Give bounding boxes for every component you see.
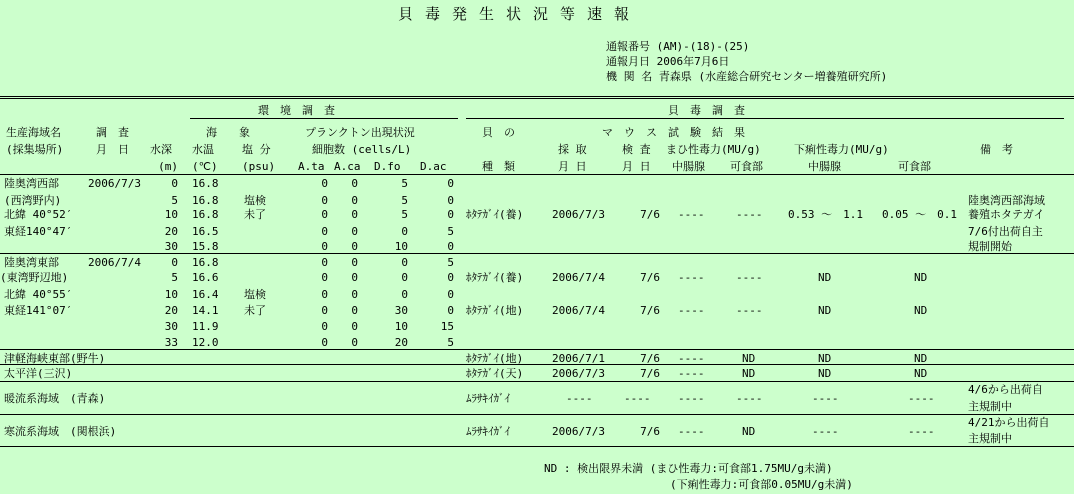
psp-edible: ND bbox=[742, 352, 756, 365]
shell-type: ﾑﾗｻｷｲｶﾞｲ bbox=[466, 425, 510, 438]
area-header: 生産海域名 bbox=[6, 126, 61, 139]
area-line: 北緯 40°52′ bbox=[4, 208, 73, 221]
dac-cell: 0 bbox=[447, 271, 454, 284]
ata-cell: 0 bbox=[321, 240, 328, 253]
survey-date: 2006/7/4 bbox=[88, 256, 141, 269]
test-date-header: 月 日 bbox=[622, 160, 651, 173]
depth-cell: 0 bbox=[171, 177, 178, 190]
area-name: 寒流系海域 (関根浜) bbox=[4, 425, 117, 438]
env-header: 環 境 調 査 bbox=[258, 104, 335, 117]
report-title: 貝毒発生状況等速報 bbox=[398, 5, 642, 23]
report-number: 通報番号 (AM)-(18)-(25) bbox=[606, 40, 750, 53]
dac-cell: 5 bbox=[447, 256, 454, 269]
dsp-edible: ---- bbox=[908, 425, 935, 438]
aca-cell: 0 bbox=[351, 271, 358, 284]
dfo-cell: 5 bbox=[401, 208, 408, 221]
ata-cell: 0 bbox=[321, 320, 328, 333]
block-rule bbox=[0, 253, 1074, 254]
toxin-rule bbox=[466, 118, 1064, 119]
ata-cell: 0 bbox=[321, 288, 328, 301]
psp-edible: ---- bbox=[736, 304, 763, 317]
dsp-edible: ---- bbox=[908, 392, 935, 405]
dfo-cell: 10 bbox=[394, 240, 408, 253]
area-sub-header: (採集場所) bbox=[6, 143, 64, 156]
remarks-line: 主規制中 bbox=[968, 400, 1012, 413]
species-dfo: D.fo bbox=[374, 160, 401, 173]
psp-gland: ---- bbox=[678, 208, 705, 221]
test-date: 7/6 bbox=[640, 352, 660, 365]
aca-cell: 0 bbox=[351, 208, 358, 221]
dac-cell: 0 bbox=[447, 240, 454, 253]
sampling-date: 2006/7/3 bbox=[552, 367, 605, 380]
dfo-cell: 0 bbox=[401, 288, 408, 301]
depth-cell: 30 bbox=[164, 320, 178, 333]
depth-cell: 20 bbox=[164, 225, 178, 238]
dfo-cell: 0 bbox=[401, 225, 408, 238]
temp-cell: 16.6 bbox=[192, 271, 219, 284]
psp-gland-header: 中腸腺 bbox=[672, 160, 705, 173]
sampling-date: ---- bbox=[566, 392, 593, 405]
area-line: 陸奥湾東部 bbox=[4, 256, 59, 269]
temp-cell: 16.5 bbox=[192, 225, 219, 238]
row-rule bbox=[0, 414, 1074, 415]
aca-cell: 0 bbox=[351, 304, 358, 317]
dfo-cell: 20 bbox=[394, 336, 408, 349]
shell-header: 貝 の bbox=[482, 126, 515, 139]
depth-cell: 0 bbox=[171, 256, 178, 269]
test-date: 7/6 bbox=[640, 271, 660, 284]
shell-type: ﾎﾀﾃｶﾞｲ(天) bbox=[466, 367, 524, 380]
area-name: 太平洋(三沢) bbox=[4, 367, 73, 380]
ata-cell: 0 bbox=[321, 271, 328, 284]
remarks-line: 4/21から出荷自 bbox=[968, 416, 1050, 429]
depth-cell: 5 bbox=[171, 194, 178, 207]
depth-unit: (m) bbox=[158, 160, 178, 173]
species-aca: A.ca bbox=[334, 160, 361, 173]
psp-edible-header: 可食部 bbox=[730, 160, 763, 173]
shell-type: ﾎﾀﾃｶﾞｲ(養) bbox=[466, 271, 524, 284]
ata-cell: 0 bbox=[321, 194, 328, 207]
dsp-gland-header: 中腸腺 bbox=[808, 160, 841, 173]
aca-cell: 0 bbox=[351, 240, 358, 253]
header-top-rule bbox=[0, 96, 1074, 97]
sampling-date-header: 月 日 bbox=[558, 160, 587, 173]
area-name: 津軽海峡東部(野牛) bbox=[4, 352, 106, 365]
temp-cell: 16.4 bbox=[192, 288, 219, 301]
area-line: 東経140°47′ bbox=[4, 225, 73, 238]
sampling-date: 2006/7/3 bbox=[552, 208, 605, 221]
salinity-note: 塩検 bbox=[244, 194, 266, 207]
remarks-header: 備 考 bbox=[980, 143, 1013, 156]
dsp-gland: ND bbox=[818, 352, 832, 365]
dfo-cell: 0 bbox=[401, 271, 408, 284]
cell-count-header: 細胞数 (cells/L) bbox=[312, 143, 412, 156]
test-date: 7/6 bbox=[640, 304, 660, 317]
sampling-date: 2006/7/3 bbox=[552, 425, 605, 438]
survey-date-header: 月 日 bbox=[96, 143, 129, 156]
area-name: 暖流系海域 (青森) bbox=[4, 392, 106, 405]
dsp-edible: ND bbox=[914, 367, 928, 380]
area-line: (東湾野辺地) bbox=[0, 271, 69, 284]
area-line: 陸奥湾西部 bbox=[4, 177, 59, 190]
temp-cell: 11.9 bbox=[192, 320, 219, 333]
dsp-edible: ND bbox=[914, 304, 928, 317]
temp-cell: 16.8 bbox=[192, 208, 219, 221]
species-ata: A.ta bbox=[298, 160, 325, 173]
dac-cell: 0 bbox=[447, 194, 454, 207]
depth-cell: 10 bbox=[164, 208, 178, 221]
salinity-header: 塩 分 bbox=[242, 143, 271, 156]
report-agency: 機 関 名 青森県 (水産総合研究センター増養殖研究所) bbox=[606, 70, 888, 83]
shell-type: ﾑﾗｻｷｲｶﾞｲ bbox=[466, 392, 510, 405]
dac-cell: 0 bbox=[447, 304, 454, 317]
psp-gland: ---- bbox=[678, 352, 705, 365]
dsp-gland: ND bbox=[818, 367, 832, 380]
psp-edible: ---- bbox=[736, 208, 763, 221]
sea-header: 海 象 bbox=[206, 126, 250, 139]
plankton-header: プランクトン出現状況 bbox=[305, 126, 415, 139]
remarks-line: 4/6から出荷自 bbox=[968, 383, 1043, 396]
psp-gland: ---- bbox=[678, 425, 705, 438]
test-date: 7/6 bbox=[640, 425, 660, 438]
ata-cell: 0 bbox=[321, 336, 328, 349]
dsp-header: 下痢性毒力(MU/g) bbox=[794, 143, 889, 156]
dac-cell: 5 bbox=[447, 336, 454, 349]
aca-cell: 0 bbox=[351, 225, 358, 238]
dfo-cell: 30 bbox=[394, 304, 408, 317]
dsp-edible: ND bbox=[914, 352, 928, 365]
ata-cell: 0 bbox=[321, 225, 328, 238]
test-header: 検 査 bbox=[622, 143, 651, 156]
table-bottom-rule bbox=[0, 446, 1074, 447]
salinity-unit: (psu) bbox=[242, 160, 276, 173]
psp-edible: ND bbox=[742, 425, 756, 438]
block-rule bbox=[0, 349, 1074, 350]
psp-edible: ---- bbox=[736, 392, 763, 405]
aca-cell: 0 bbox=[351, 256, 358, 269]
ata-cell: 0 bbox=[321, 208, 328, 221]
test-date: 7/6 bbox=[640, 367, 660, 380]
remarks-line: 養殖ホタテガイ bbox=[968, 208, 1045, 221]
dfo-cell: 10 bbox=[394, 320, 408, 333]
aca-cell: 0 bbox=[351, 320, 358, 333]
dsp-gland: 0.53 ～ 1.1 bbox=[788, 208, 863, 221]
aca-cell: 0 bbox=[351, 336, 358, 349]
aca-cell: 0 bbox=[351, 288, 358, 301]
depth-cell: 10 bbox=[164, 288, 178, 301]
temp-cell: 16.8 bbox=[192, 256, 219, 269]
dac-cell: 0 bbox=[447, 288, 454, 301]
dac-cell: 15 bbox=[440, 320, 454, 333]
temp-cell: 16.8 bbox=[192, 194, 219, 207]
test-date: ---- bbox=[624, 392, 651, 405]
dsp-gland: ---- bbox=[812, 392, 839, 405]
dfo-cell: 5 bbox=[401, 177, 408, 190]
aca-cell: 0 bbox=[351, 177, 358, 190]
mouse-header: マ ウ ス 試 験 結 果 bbox=[602, 126, 745, 139]
dac-cell: 0 bbox=[447, 177, 454, 190]
remarks-line: 陸奥湾西部海域 bbox=[968, 194, 1045, 207]
shell-type: ﾎﾀﾃｶﾞｲ(地) bbox=[466, 304, 524, 317]
psp-gland: ---- bbox=[678, 271, 705, 284]
depth-cell: 20 bbox=[164, 304, 178, 317]
aca-cell: 0 bbox=[351, 194, 358, 207]
dsp-edible-header: 可食部 bbox=[898, 160, 931, 173]
psp-gland: ---- bbox=[678, 367, 705, 380]
dfo-cell: 5 bbox=[401, 194, 408, 207]
water-temp-header: 水温 bbox=[192, 143, 214, 156]
report-date: 通報月日 2006年7月6日 bbox=[606, 55, 730, 68]
survey-date: 2006/7/3 bbox=[88, 177, 141, 190]
dsp-gland: ND bbox=[818, 271, 832, 284]
sampling-date: 2006/7/4 bbox=[552, 304, 605, 317]
psp-edible: ND bbox=[742, 367, 756, 380]
psp-gland: ---- bbox=[678, 304, 705, 317]
ata-cell: 0 bbox=[321, 256, 328, 269]
depth-cell: 5 bbox=[171, 271, 178, 284]
area-line: 東経141°07′ bbox=[4, 304, 73, 317]
row-rule bbox=[0, 364, 1074, 365]
header-top-rule-2 bbox=[0, 98, 1074, 99]
temp-cell: 16.8 bbox=[192, 177, 219, 190]
dsp-gland: ---- bbox=[812, 425, 839, 438]
temp-unit: (℃) bbox=[192, 160, 218, 173]
ata-cell: 0 bbox=[321, 304, 328, 317]
temp-cell: 14.1 bbox=[192, 304, 219, 317]
temp-cell: 12.0 bbox=[192, 336, 219, 349]
row-rule bbox=[0, 381, 1074, 382]
dsp-edible: ND bbox=[914, 271, 928, 284]
area-line: (西湾野内) bbox=[4, 194, 62, 207]
psp-gland: ---- bbox=[678, 392, 705, 405]
area-line: 北緯 40°55′ bbox=[4, 288, 73, 301]
dsp-gland: ND bbox=[818, 304, 832, 317]
shell-type: ﾎﾀﾃｶﾞｲ(養) bbox=[466, 208, 524, 221]
depth-cell: 30 bbox=[164, 240, 178, 253]
footnote-line: ND : 検出限界未満 (まひ性毒力:可食部1.75MU/g未満) bbox=[544, 462, 833, 475]
species-dac: D.ac bbox=[420, 160, 447, 173]
dsp-edible: 0.05 ～ 0.1 bbox=[882, 208, 957, 221]
toxin-header: 貝 毒 調 査 bbox=[668, 104, 745, 117]
ata-cell: 0 bbox=[321, 177, 328, 190]
shell-type-header: 種 類 bbox=[482, 160, 515, 173]
remarks-line: 規制開始 bbox=[968, 240, 1012, 253]
depth-cell: 33 bbox=[164, 336, 178, 349]
remarks-line: 主規制中 bbox=[968, 432, 1012, 445]
salinity-note: 未了 bbox=[244, 304, 266, 317]
salinity-note: 塩検 bbox=[244, 288, 266, 301]
depth-header: 水深 bbox=[150, 143, 172, 156]
salinity-note: 未了 bbox=[244, 208, 266, 221]
dac-cell: 0 bbox=[447, 208, 454, 221]
temp-cell: 15.8 bbox=[192, 240, 219, 253]
footnote-line: (下痢性毒力:可食部0.05MU/g未満) bbox=[670, 478, 853, 491]
env-rule bbox=[190, 118, 458, 119]
remarks-line: 7/6付出荷自主 bbox=[968, 225, 1043, 238]
survey-header: 調 査 bbox=[96, 126, 129, 139]
shell-type: ﾎﾀﾃｶﾞｲ(地) bbox=[466, 352, 524, 365]
psp-edible: ---- bbox=[736, 271, 763, 284]
psp-header: まひ性毒力(MU/g) bbox=[666, 143, 761, 156]
dac-cell: 5 bbox=[447, 225, 454, 238]
sampling-date: 2006/7/1 bbox=[552, 352, 605, 365]
test-date: 7/6 bbox=[640, 208, 660, 221]
dfo-cell: 0 bbox=[401, 256, 408, 269]
sampling-header: 採 取 bbox=[558, 143, 587, 156]
header-bottom-rule bbox=[0, 174, 1074, 175]
sampling-date: 2006/7/4 bbox=[552, 271, 605, 284]
